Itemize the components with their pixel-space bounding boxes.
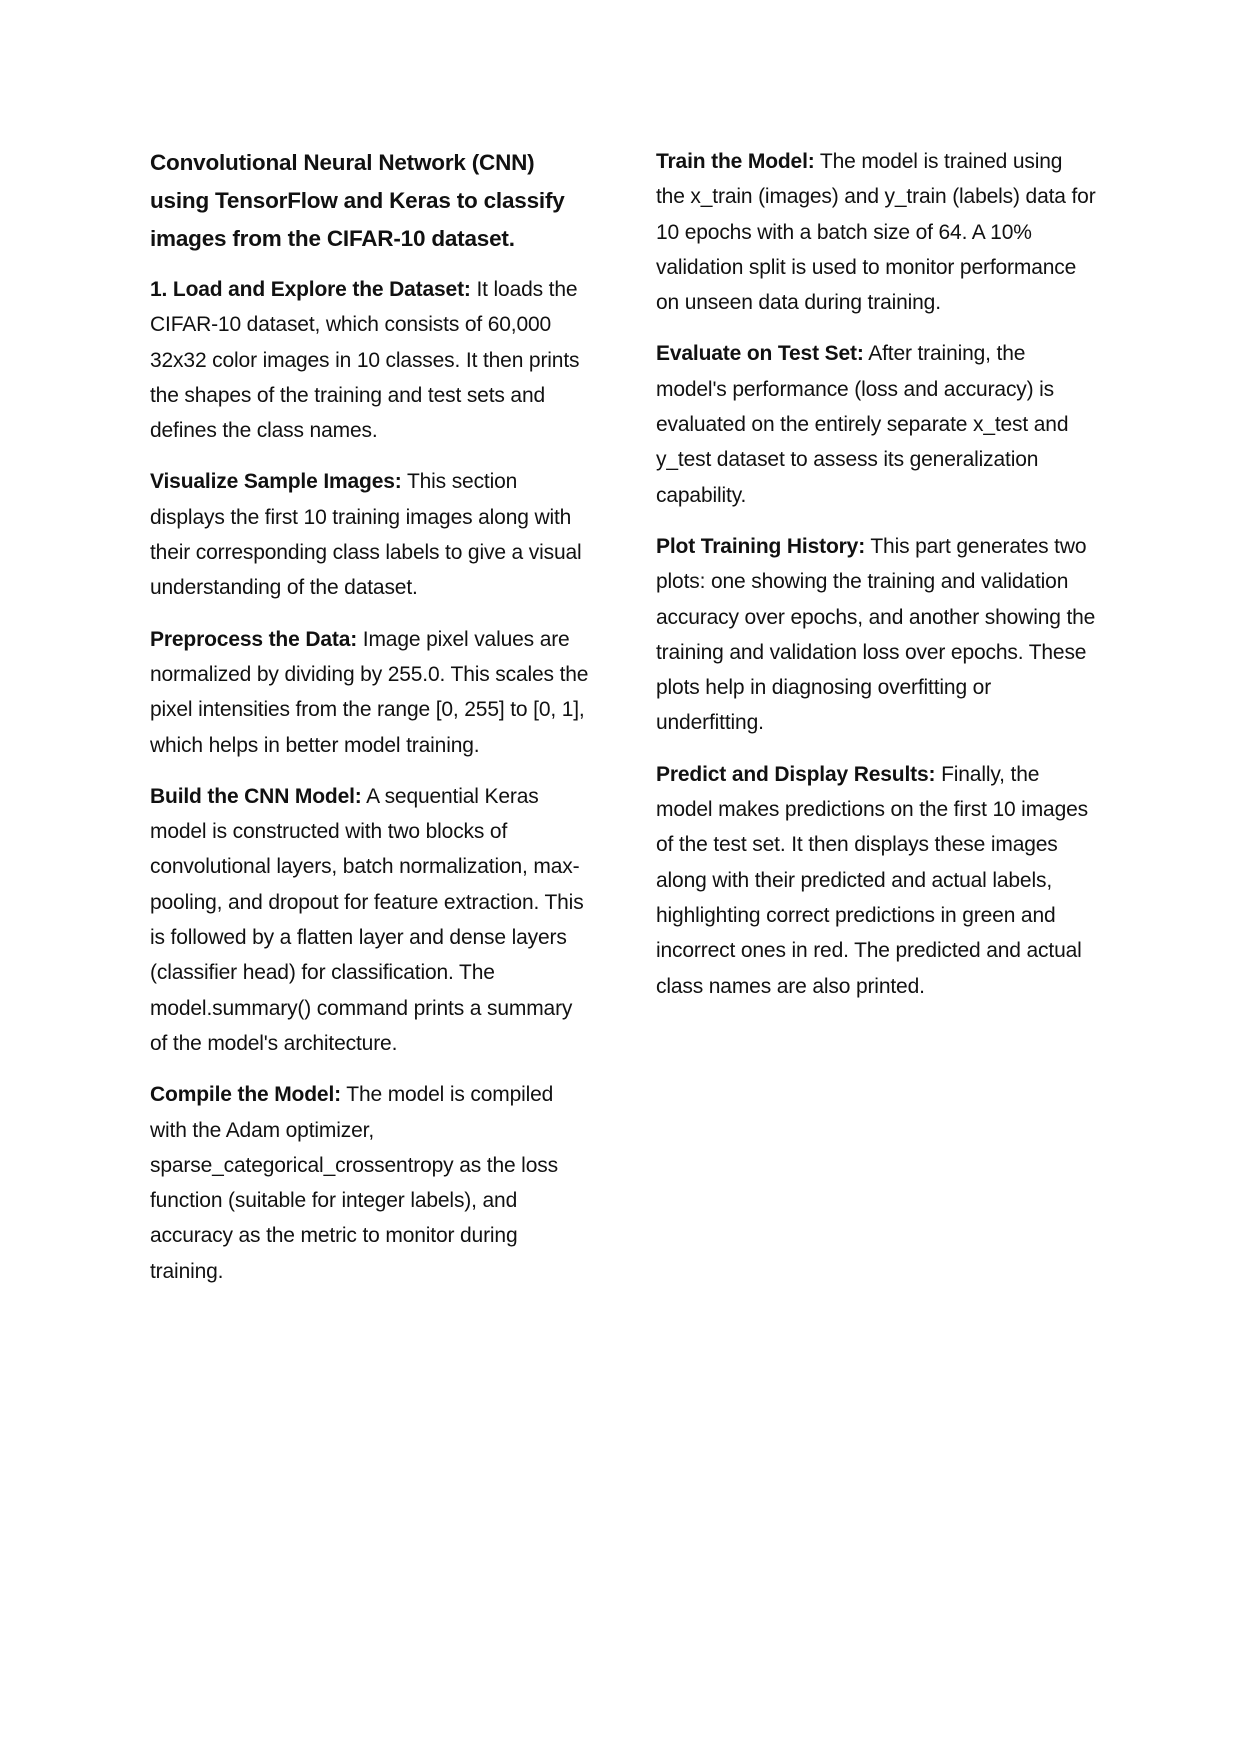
- section-body: The model is trained using the x_train (images) and y_train (labels) data for 10 epochs with a batch size of 64. A 10% validation split is used to monitor performance on unseen data during training.: [656, 150, 1096, 315]
- section-body: It loads the CIFAR-10 dataset, which consists of 60,000 32x32 color images in 10 classes. It then prints the shapes of the training and test sets and defines the class names.: [150, 278, 580, 443]
- section-heading: Compile the Model:: [150, 1083, 341, 1107]
- section-plot-history: [656, 529, 1096, 741]
- left-column: [150, 150, 590, 1305]
- section-heading: Plot Training History:: [656, 534, 866, 558]
- section-predict-display: [656, 757, 1096, 1004]
- section-evaluate: [656, 336, 1096, 512]
- section-body: This section displays the first 10 training images along with their corresponding class labels to give a visual understanding of the dataset.: [150, 470, 582, 600]
- section-body: A sequential Keras model is constructed with two blocks of convolutional layers, batch normalization, max-pooling, and dropout for feature extraction. This is followed by a flatten layer and dense layers (classifier head) for classification. The model.summary() command prints a summary of the model's architecture.: [150, 784, 584, 1055]
- document-title: Convolutional Neural Network (CNN) using TensorFlow and Keras to classify images from the CIFAR-10 dataset.: [150, 150, 565, 251]
- section-heading: Predict and Display Results:: [656, 762, 936, 786]
- section-preprocess: [150, 622, 590, 763]
- section-body: Image pixel values are normalized by dividing by 255.0. This scales the pixel intensities from the range [0, 255] to [0, 1], which helps in better model training.: [150, 627, 589, 757]
- section-body: After training, the model's performance (loss and accuracy) is evaluated on the entirely separate x_test and y_test dataset to assess its generalization capability.: [656, 342, 1069, 507]
- section-heading: Train the Model:: [656, 150, 815, 173]
- section-heading: Preprocess the Data:: [150, 627, 358, 651]
- section-heading: Build the CNN Model:: [150, 784, 362, 808]
- section-body: This part generates two plots: one showing the training and validation accuracy over epochs, and another showing the training and validation loss over epochs. These plots help in diagnosing overfitting or underfitting.: [656, 534, 1096, 735]
- section-heading: Visualize Sample Images:: [150, 470, 402, 494]
- section-compile-model: [150, 1077, 590, 1289]
- section-body: Finally, the model makes predictions on the first 10 images of the test set. It then displays these images along with their predicted and actual labels, highlighting correct predictions in green and incorrect ones in red. The predicted and actual class names are also printed.: [656, 762, 1088, 998]
- section-body: The model is compiled with the Adam optimizer, sparse_categorical_crossentropy as the loss function (suitable for integer labels), and accuracy as the metric to monitor during training.: [150, 1083, 558, 1283]
- section-heading: 1. Load and Explore the Dataset:: [150, 278, 471, 301]
- section-load-dataset: [150, 272, 590, 448]
- section-train-model: [656, 144, 1096, 320]
- right-column: [656, 150, 1096, 1020]
- section-heading: Evaluate on Test Set:: [656, 342, 864, 366]
- section-build-model: [150, 779, 590, 1061]
- section-visualize: [150, 464, 590, 605]
